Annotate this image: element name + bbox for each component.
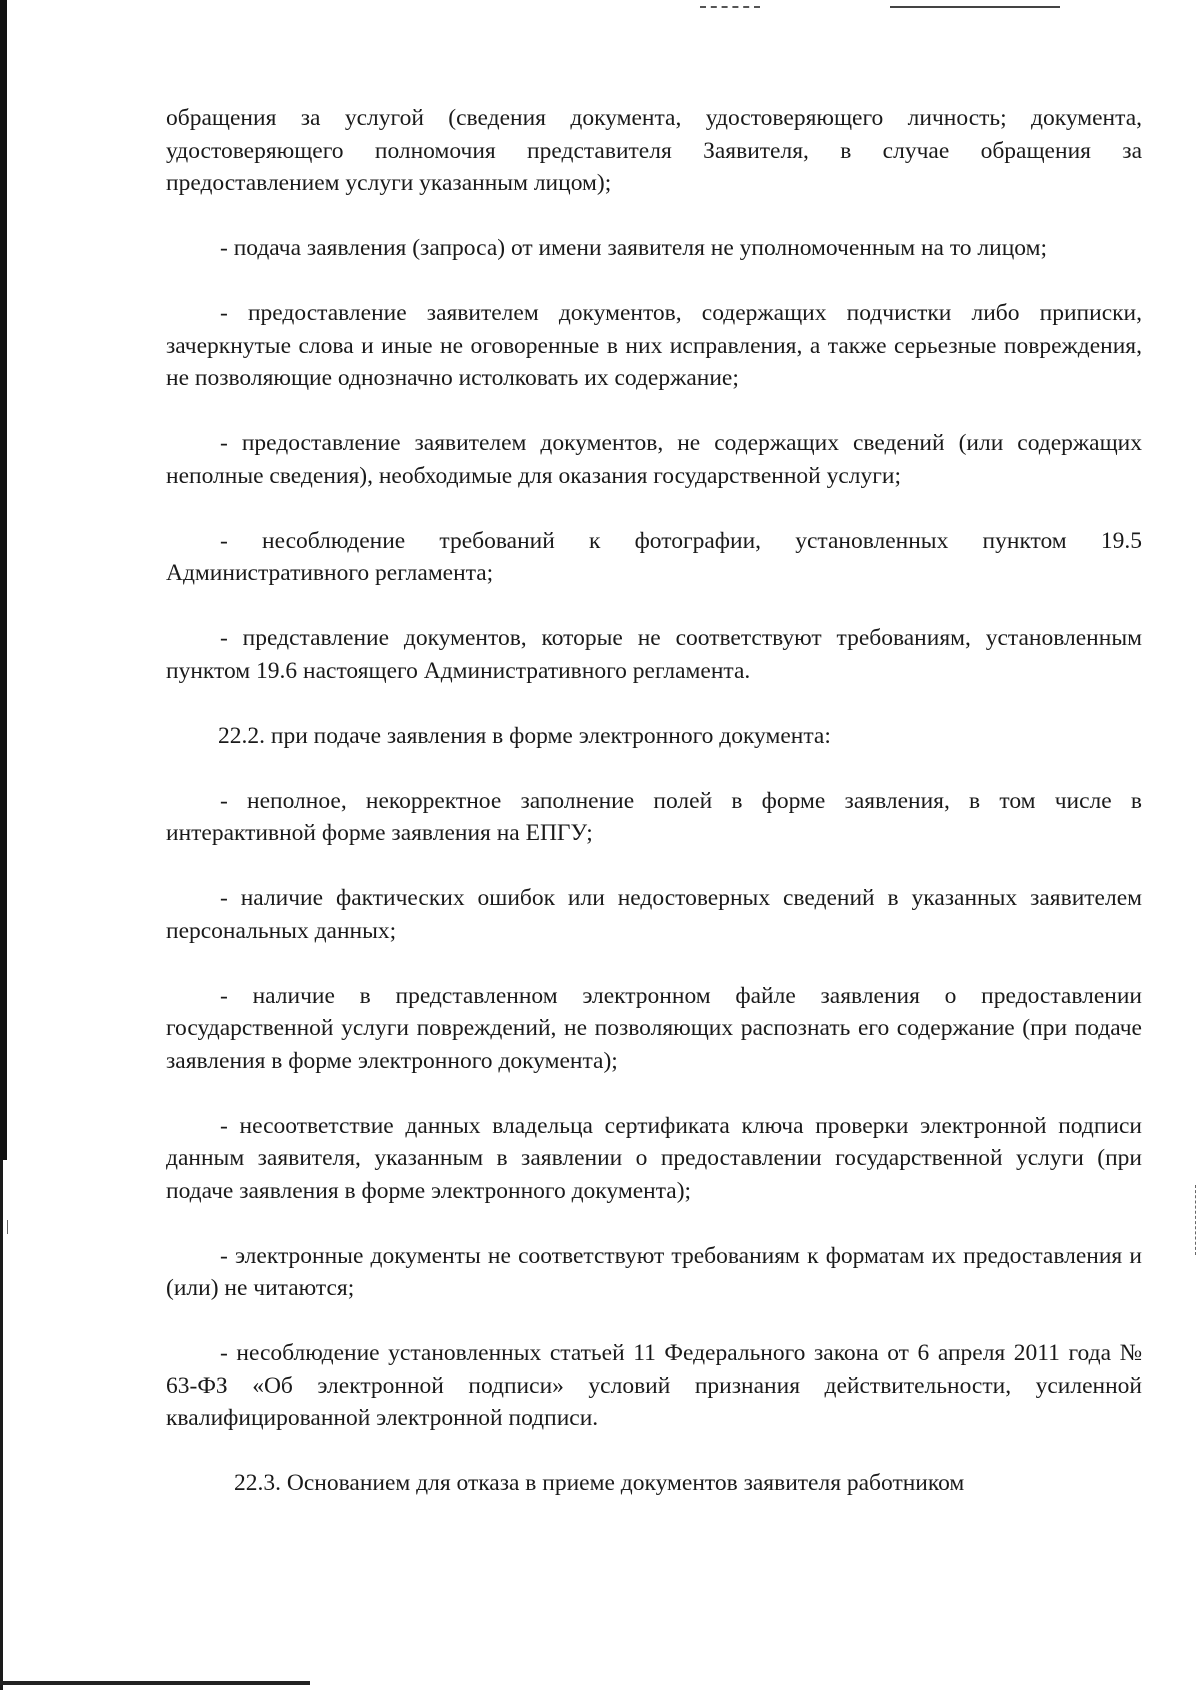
paragraph: - предоставление заявителем документов, не содержащих сведений (или содержащих неполные сведения), необходимые для оказания государственной услуги; [166, 430, 1142, 489]
document-body [166, 102, 1142, 1532]
paragraph: - представление документов, которые не соответствуют требованиям, установленным пунктом 19.6 настоящего Административного регламента. [166, 625, 1142, 684]
scan-edge-artifact [0, 0, 7, 1160]
scan-right-artifact [1195, 1185, 1197, 1255]
paragraph: - несоблюдение требований к фотографии, установленных пунктом 19.5 Административного регламента; [166, 527, 1142, 586]
paragraph: - подача заявления (запроса) от имени заявителя не уполномоченным на то лицом; [220, 235, 1048, 261]
section-heading: 22.2. при подаче заявления в форме электронного документа: [218, 722, 831, 749]
scan-left-artifact [7, 1220, 8, 1234]
section-heading: 22.3. Основанием для отказа в приеме документов заявителя работником [234, 1470, 965, 1496]
paragraph: - наличие в представленном электронном файле заявления о предоставлении государственной услуги повреждений, не позволяющих распознать его содержание (при подаче заявления в форме электронного документа); [166, 982, 1142, 1074]
scan-top-artifact [890, 6, 1060, 8]
paragraph: - неполное, некорректное заполнение полей в форме заявления, в том числе в интерактивной форме заявления на ЕПГУ; [166, 787, 1142, 846]
scan-edge-artifact [0, 1160, 3, 1690]
paragraph: - предоставление заявителем документов, содержащих подчистки либо приписки, зачеркнутые слова и иные не оговоренные в них исправления, а также серьезные повреждения, не позволяющие однозначно истолковать их содержание; [166, 300, 1142, 391]
scan-top-artifact [700, 6, 760, 8]
paragraph: обращения за услугой (сведения документа, удостоверяющего личность; документа, удостоверяющего полномочия представителя Заявителя, в случае обращения за предоставлением услуги указанным лицом); [166, 105, 1142, 196]
scan-bottom-artifact [0, 1681, 310, 1685]
paragraph: - наличие фактических ошибок или недостоверных сведений в указанных заявителем персональных данных; [166, 885, 1142, 944]
paragraph: - несоответствие данных владельца сертификата ключа проверки электронной подписи данным заявителя, указанным в заявлении о предоставлении государственной услуги (при подаче заявления в форме электронного документа); [166, 1112, 1142, 1204]
paragraph: - электронные документы не соответствуют требованиям к форматам их предоставления и (или) не читаются; [166, 1242, 1142, 1301]
paragraph: - несоблюдение установленных статьей 11 Федерального закона от 6 апреля 2011 года № 63-ФЗ «Об электронной подписи» условий признания действительности, усиленной квалифицированной электронной подписи. [166, 1340, 1142, 1431]
